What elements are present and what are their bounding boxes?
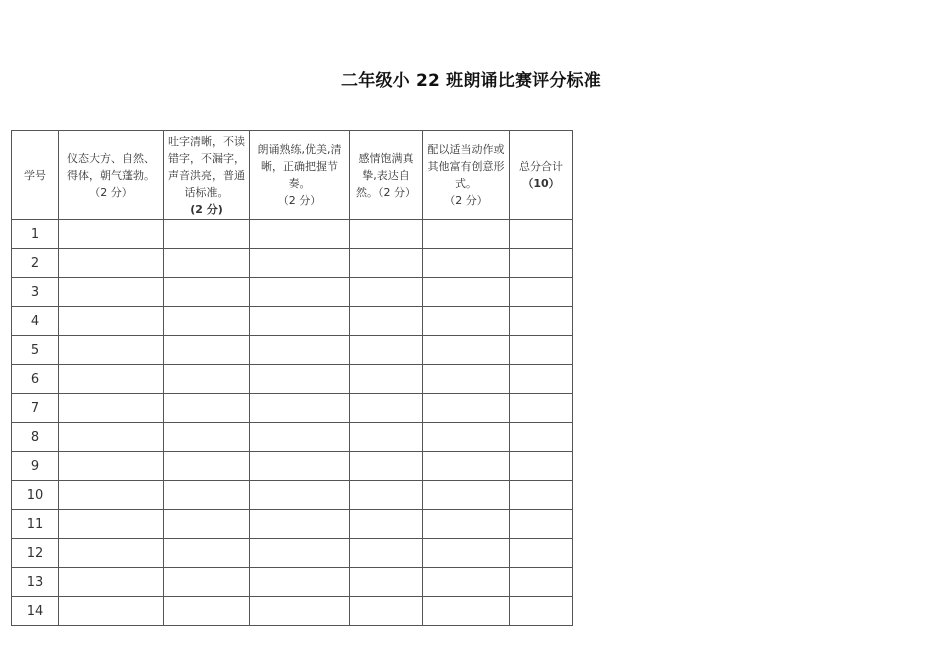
header-row — [12, 131, 573, 220]
score-cell[interactable] — [250, 597, 350, 626]
score-cell[interactable] — [164, 307, 250, 336]
score-cell[interactable] — [59, 597, 164, 626]
student-number-cell: 13 — [12, 568, 59, 597]
score-cell[interactable] — [250, 452, 350, 481]
score-cell[interactable] — [423, 510, 510, 539]
score-cell[interactable] — [250, 423, 350, 452]
score-cell[interactable] — [423, 481, 510, 510]
header-student-number-label: 学号 — [24, 168, 46, 182]
table-row — [12, 597, 573, 626]
header-pronunciation-label: 吐字清晰，不读错字，不漏字，声音洪亮，普通话标准。 — [168, 134, 245, 199]
score-cell[interactable] — [59, 336, 164, 365]
score-cell[interactable] — [423, 307, 510, 336]
score-cell[interactable] — [250, 249, 350, 278]
score-cell[interactable] — [350, 220, 423, 249]
header-fluency-score: （2 分） — [277, 194, 322, 207]
score-cell[interactable] — [423, 597, 510, 626]
score-cell[interactable] — [59, 510, 164, 539]
total-cell[interactable] — [510, 539, 573, 568]
score-cell[interactable] — [164, 278, 250, 307]
score-cell[interactable] — [250, 365, 350, 394]
score-cell[interactable] — [423, 394, 510, 423]
score-cell[interactable] — [423, 278, 510, 307]
score-cell[interactable] — [250, 481, 350, 510]
score-cell[interactable] — [250, 220, 350, 249]
score-cell[interactable] — [350, 481, 423, 510]
student-number-cell: 14 — [12, 597, 59, 626]
score-cell[interactable] — [350, 539, 423, 568]
score-cell[interactable] — [59, 278, 164, 307]
table-row — [12, 568, 573, 597]
table-row — [12, 539, 573, 568]
score-cell[interactable] — [59, 481, 164, 510]
page-title: 二年级小 22 班朗诵比赛评分标准 — [341, 71, 601, 91]
student-number-cell: 10 — [12, 481, 59, 510]
table-row — [12, 278, 573, 307]
score-cell[interactable] — [250, 278, 350, 307]
score-cell[interactable] — [59, 220, 164, 249]
header-creativity — [423, 131, 510, 220]
score-cell[interactable] — [423, 365, 510, 394]
score-cell[interactable] — [350, 394, 423, 423]
score-cell[interactable] — [164, 481, 250, 510]
header-total — [510, 131, 573, 220]
score-cell[interactable] — [350, 336, 423, 365]
score-cell[interactable] — [250, 539, 350, 568]
total-cell[interactable] — [510, 568, 573, 597]
score-cell[interactable] — [59, 394, 164, 423]
header-fluency-label: 朗诵熟练,优美,清晰，正确把握节奏。 — [257, 143, 342, 190]
score-cell[interactable] — [250, 510, 350, 539]
table-row — [12, 481, 573, 510]
header-emotion — [350, 131, 423, 220]
header-demeanor — [59, 131, 164, 220]
table-row — [12, 249, 573, 278]
header-demeanor-label: 仪态大方、自然、得体，朝气蓬勃。 — [67, 151, 155, 182]
student-number-cell: 2 — [12, 249, 59, 278]
score-cell[interactable] — [59, 423, 164, 452]
header-demeanor-score: （2 分） — [89, 185, 133, 199]
table-row — [12, 220, 573, 249]
header-total-label: 总分合计 — [519, 160, 563, 173]
total-cell[interactable] — [510, 307, 573, 336]
score-cell[interactable] — [350, 510, 423, 539]
score-cell[interactable] — [350, 249, 423, 278]
scoring-table — [11, 130, 573, 626]
table-row — [12, 423, 573, 452]
total-cell[interactable] — [510, 394, 573, 423]
total-cell[interactable] — [510, 220, 573, 249]
score-cell[interactable] — [59, 307, 164, 336]
total-cell[interactable] — [510, 452, 573, 481]
total-cell[interactable] — [510, 365, 573, 394]
total-cell[interactable] — [510, 597, 573, 626]
score-cell[interactable] — [59, 568, 164, 597]
score-cell[interactable] — [250, 394, 350, 423]
header-fluency — [250, 131, 350, 220]
student-number-cell: 6 — [12, 365, 59, 394]
score-cell[interactable] — [164, 510, 250, 539]
student-number-cell: 8 — [12, 423, 59, 452]
table-row — [12, 394, 573, 423]
score-cell[interactable] — [350, 452, 423, 481]
score-cell[interactable] — [350, 597, 423, 626]
total-cell[interactable] — [510, 481, 573, 510]
score-cell[interactable] — [164, 568, 250, 597]
score-cell[interactable] — [423, 220, 510, 249]
header-creativity-label: 配以适当动作或其他富有创意形式。 — [427, 143, 505, 190]
table-row — [12, 365, 573, 394]
header-student-number — [12, 131, 59, 220]
score-cell[interactable] — [164, 365, 250, 394]
header-emotion-label: 感情饱满真挚,表达自然。（2 分） — [356, 151, 416, 199]
total-cell[interactable] — [510, 336, 573, 365]
score-cell[interactable] — [423, 423, 510, 452]
score-cell[interactable] — [350, 423, 423, 452]
score-cell[interactable] — [350, 307, 423, 336]
score-cell[interactable] — [59, 452, 164, 481]
score-cell[interactable] — [423, 452, 510, 481]
score-cell[interactable] — [59, 539, 164, 568]
table-row — [12, 510, 573, 539]
student-number-cell: 5 — [12, 336, 59, 365]
score-cell[interactable] — [423, 249, 510, 278]
score-cell[interactable] — [164, 423, 250, 452]
student-number-cell: 4 — [12, 307, 59, 336]
score-cell[interactable] — [250, 307, 350, 336]
header-pronunciation-score: (2 分) — [190, 202, 223, 216]
header-pronunciation — [164, 131, 250, 220]
score-cell[interactable] — [164, 336, 250, 365]
total-cell[interactable] — [510, 278, 573, 307]
student-number-cell: 3 — [12, 278, 59, 307]
total-cell[interactable] — [510, 249, 573, 278]
score-cell[interactable] — [250, 336, 350, 365]
score-cell[interactable] — [164, 597, 250, 626]
student-number-cell: 11 — [12, 510, 59, 539]
student-number-cell: 9 — [12, 452, 59, 481]
score-cell[interactable] — [164, 452, 250, 481]
score-cell[interactable] — [250, 568, 350, 597]
student-number-cell: 12 — [12, 539, 59, 568]
score-cell[interactable] — [164, 220, 250, 249]
score-cell[interactable] — [423, 539, 510, 568]
table-row — [12, 336, 573, 365]
table-row — [12, 452, 573, 481]
score-cell[interactable] — [350, 365, 423, 394]
score-cell[interactable] — [164, 394, 250, 423]
score-cell[interactable] — [164, 539, 250, 568]
score-cell[interactable] — [59, 365, 164, 394]
table-row — [12, 307, 573, 336]
total-cell[interactable] — [510, 510, 573, 539]
score-cell[interactable] — [350, 568, 423, 597]
header-total-score: （10） — [522, 177, 560, 190]
header-creativity-score: （2 分） — [444, 194, 488, 207]
score-cell[interactable] — [423, 568, 510, 597]
score-cell[interactable] — [59, 249, 164, 278]
score-cell[interactable] — [423, 336, 510, 365]
student-number-cell: 1 — [12, 220, 59, 249]
student-number-cell: 7 — [12, 394, 59, 423]
total-cell[interactable] — [510, 423, 573, 452]
score-cell[interactable] — [164, 249, 250, 278]
score-cell[interactable] — [350, 278, 423, 307]
